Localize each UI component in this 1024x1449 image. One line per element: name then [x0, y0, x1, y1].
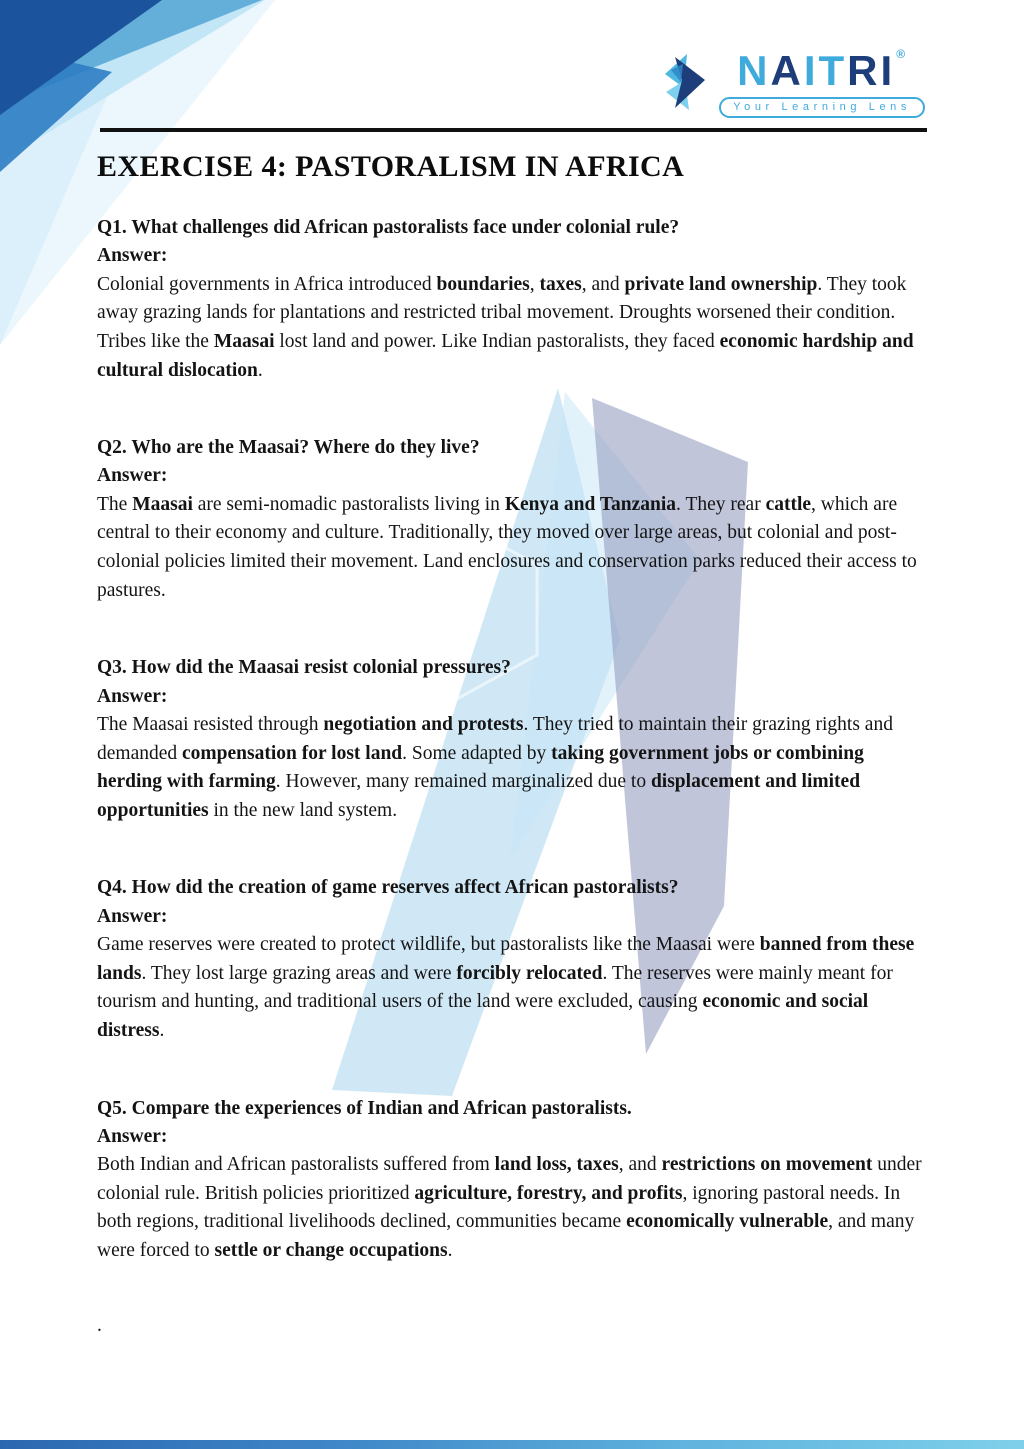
answer-bold-run: Kenya and Tanzania [504, 493, 677, 515]
answer-bold-run: agriculture, forestry, and profits [414, 1182, 683, 1204]
answer-bold-run: negotiation and protests [323, 713, 524, 735]
answer-text-run: . [257, 359, 263, 381]
answer-bold-run: banned from these lands [97, 934, 915, 984]
answer-text-run: , which are central to their economy and culture. Traditionally, they moved over large areas, but colonial and post-colonial policies limited their movement. Land enclosures and conservation parks reduced their access to pastures. [97, 493, 917, 601]
answer-label: Answer: [97, 245, 168, 267]
brand-letter: I [803, 47, 819, 94]
brand-letter: N [737, 47, 771, 94]
answer-text [97, 1151, 928, 1266]
qa-block [97, 654, 928, 825]
answer-text-run: . [159, 1019, 165, 1041]
answer-bold-run: economically vulnerable [626, 1211, 829, 1233]
answer-bold-run: private land ownership [624, 273, 818, 295]
answer-text-run: . They rear [676, 493, 766, 515]
answer-label: Answer: [97, 1125, 168, 1147]
answer-bold-run: economic hardship and cultural dislocation [97, 330, 914, 381]
page-title: EXERCISE 4: PASTORALISM IN AFRICA [97, 150, 685, 183]
answer-text-run: . They took away grazing lands for plantations and restricted tribal movement. Droughts worsened their condition. Tribes like the [97, 273, 907, 352]
answer-text-run: The [97, 493, 133, 515]
answer-bold-run: land loss, taxes [494, 1154, 619, 1176]
answer-text-run: are semi-nomadic pastoralists living in [192, 493, 505, 515]
document-content [97, 150, 928, 1337]
answer-text-run: , and many were forced to [97, 1211, 915, 1262]
answer-text-run: , and [581, 273, 625, 295]
brand-wordmark [737, 47, 909, 94]
answer-label: Answer: [97, 905, 168, 927]
answer-text-run: . Some adapted by [402, 742, 552, 764]
answer-text-run: Game reserves were created to protect wildlife, but pastoralists like the Maasai were [97, 934, 760, 955]
answer-text-run: . They lost large grazing areas and were [141, 962, 457, 984]
answer-text-run: . They tried to maintain their grazing rights and demanded [97, 713, 893, 764]
qa-block [97, 874, 928, 1045]
answer-text-run: The Maasai resisted through [97, 713, 324, 735]
answer-text [97, 271, 928, 386]
answer-bold-run: Maasai [213, 330, 275, 352]
registered-mark-icon: ® [896, 47, 909, 61]
answer-text-run: lost land and power. Like Indian pastoralists, they faced [274, 330, 720, 352]
bottom-accent-bar [0, 1440, 1024, 1449]
answer-text-run: . However, many remained marginalized due to [275, 771, 651, 793]
naitri-logo-icon [663, 52, 711, 112]
qa-block [97, 214, 928, 385]
brand-logo [663, 47, 925, 118]
answer-bold-run: forcibly relocated [456, 962, 603, 984]
answer-label: Answer: [97, 685, 168, 707]
header-divider [100, 128, 927, 132]
qa-list [97, 214, 928, 1266]
answer-bold-run: boundaries [436, 273, 530, 295]
answer-bold-run: restrictions on movement [661, 1154, 873, 1176]
brand-letter: T [818, 47, 848, 94]
answer-text-run: , [529, 273, 540, 295]
answer-bold-run: displacement and limited opportunities [97, 771, 861, 821]
answer-label: Answer: [97, 465, 168, 487]
brand-tagline: Your Learning Lens [719, 97, 925, 118]
answer-text-run: . The reserves were mainly meant for tourism and hunting, and traditional users of the land were excluded, causing [97, 962, 893, 1013]
answer-text [97, 711, 928, 826]
answer-bold-run: taking government jobs or combining herding with farming [97, 742, 864, 793]
answer-text-run: . [447, 1240, 453, 1262]
answer-text-run: Both Indian and African pastoralists suffered from [97, 1154, 495, 1176]
brand-letter: A [770, 47, 804, 94]
brand-letter: R [847, 47, 881, 94]
answer-bold-run: taxes [539, 273, 582, 295]
answer-bold-run: economic and social distress [97, 991, 869, 1041]
qa-block [97, 434, 928, 605]
qa-block [97, 1095, 928, 1266]
answer-text [97, 931, 928, 1046]
question-text: Q5. Compare the experiences of Indian and African pastoralists. [97, 1097, 632, 1119]
answer-bold-run: cattle [765, 493, 812, 515]
answer-text-run: , and [618, 1154, 662, 1176]
answer-bold-run: settle or change occupations [214, 1240, 448, 1262]
answer-text-run: Colonial governments in Africa introduced [97, 273, 437, 295]
answer-text [97, 491, 928, 606]
question-text: Q3. How did the Maasai resist colonial pressures? [97, 657, 511, 679]
answer-text-run: , ignoring pastoral needs. In both regions, traditional livelihoods declined, communities became [97, 1182, 901, 1233]
answer-bold-run: compensation for lost land [182, 742, 403, 764]
question-text: Q1. What challenges did African pastoralists face under colonial rule? [97, 217, 680, 238]
answer-text-run: under colonial rule. British policies prioritized [97, 1154, 922, 1204]
brand-letter: I [880, 47, 896, 94]
trailing-period: . [97, 1314, 102, 1336]
answer-text-run: in the new land system. [208, 799, 398, 821]
question-text: Q2. Who are the Maasai? Where do they live? [97, 437, 480, 459]
question-text: Q4. How did the creation of game reserves affect African pastoralists? [97, 877, 679, 899]
answer-bold-run: Maasai [132, 493, 193, 515]
